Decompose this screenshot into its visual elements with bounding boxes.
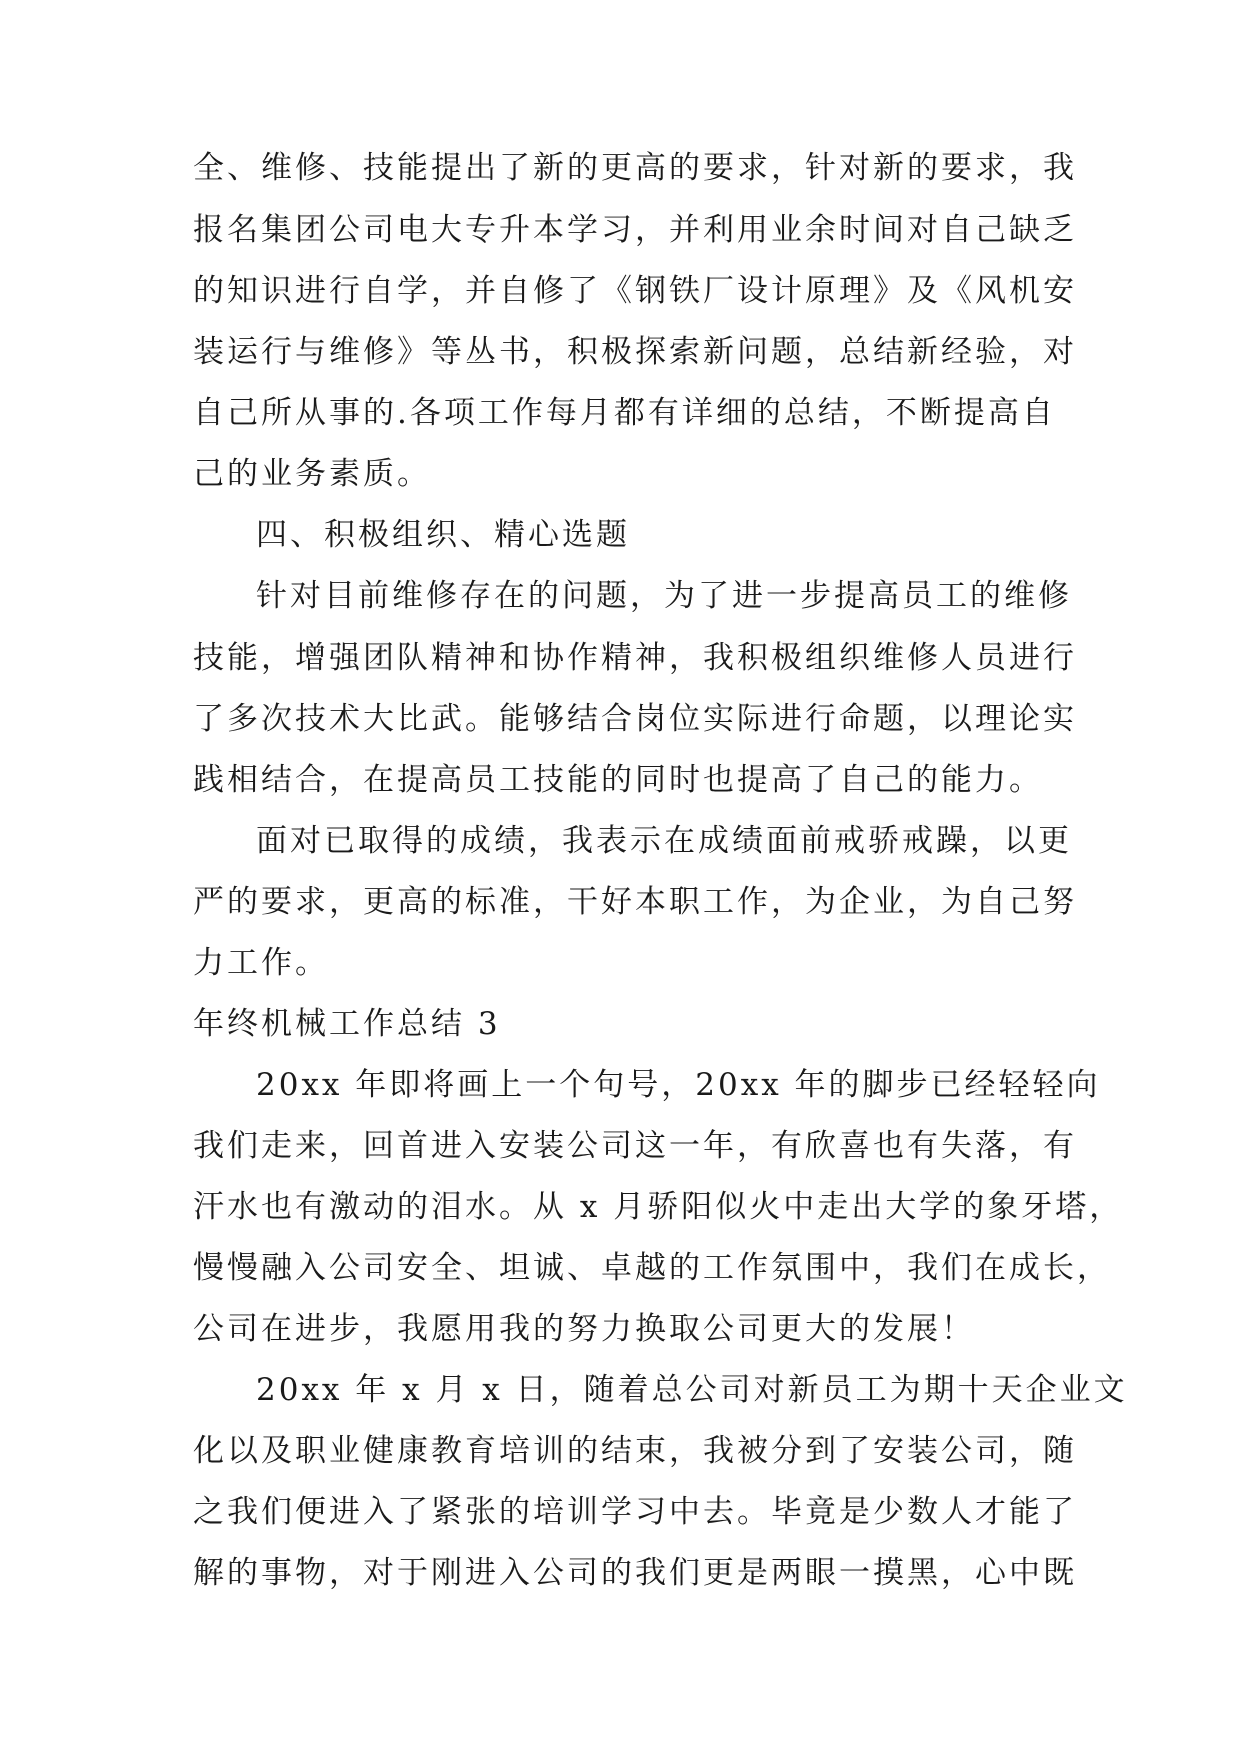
paragraph-line: 全、维修、技能提出了新的更高的要求，针对新的要求，我 xyxy=(193,150,1077,186)
paragraph-line: 己的业务素质。 xyxy=(193,456,431,492)
paragraph-line: 化以及职业健康教育培训的结束，我被分到了安装公司，随 xyxy=(193,1433,1077,1469)
paragraph-line: 20xx 年即将画上一个句号，20xx 年的脚步已经轻轻向 xyxy=(256,1067,1101,1103)
paragraph-line: 之我们便进入了紧张的培训学习中去。毕竟是少数人才能了 xyxy=(193,1494,1077,1530)
paragraph-line: 20xx 年 x 月 x 日，随着总公司对新员工为期十天企业文 xyxy=(256,1372,1128,1408)
section-title: 年终机械工作总结 3 xyxy=(193,1006,501,1042)
paragraph-line: 技能，增强团队精神和协作精神，我积极组织维修人员进行 xyxy=(193,640,1077,676)
paragraph-line: 践相结合，在提高员工技能的同时也提高了自己的能力。 xyxy=(193,762,1043,798)
paragraph-line: 的知识进行自学，并自修了《钢铁厂设计原理》及《风机安 xyxy=(193,273,1077,309)
paragraph-line: 力工作。 xyxy=(193,945,329,981)
paragraph-line: 了多次技术大比武。能够结合岗位实际进行命题，以理论实 xyxy=(193,701,1077,737)
paragraph-line: 装运行与维修》等丛书，积极探索新问题，总结新经验，对 xyxy=(193,334,1077,370)
paragraph-line: 公司在进步，我愿用我的努力换取公司更大的发展！ xyxy=(193,1311,975,1347)
paragraph-line: 解的事物，对于刚进入公司的我们更是两眼一摸黑，心中既 xyxy=(193,1555,1077,1591)
paragraph-line: 面对已取得的成绩，我表示在成绩面前戒骄戒躁，以更 xyxy=(256,823,1072,859)
paragraph-line: 自己所从事的.各项工作每月都有详细的总结，不断提高自 xyxy=(193,395,1056,431)
paragraph-line: 报名集团公司电大专升本学习，并利用业余时间对自己缺乏 xyxy=(193,212,1077,248)
paragraph-line: 慢慢融入公司安全、坦诚、卓越的工作氛围中，我们在成长， xyxy=(193,1250,1111,1286)
paragraph-line: 汗水也有激动的泪水。从 x 月骄阳似火中走出大学的象牙塔， xyxy=(193,1189,1124,1225)
paragraph-line: 严的要求，更高的标准，干好本职工作，为企业，为自己努 xyxy=(193,884,1077,920)
paragraph-line: 针对目前维修存在的问题，为了进一步提高员工的维修 xyxy=(256,578,1072,614)
section-heading: 四、积极组织、精心选题 xyxy=(256,517,630,553)
paragraph-line: 我们走来，回首进入安装公司这一年，有欣喜也有失落，有 xyxy=(193,1128,1077,1164)
